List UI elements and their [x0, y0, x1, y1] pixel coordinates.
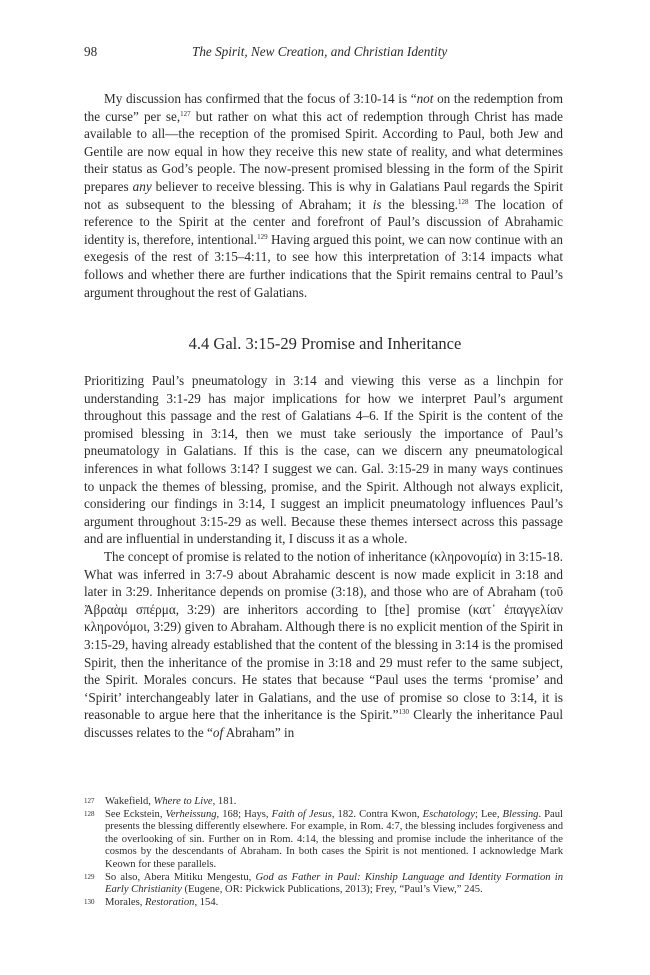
emphasis: Blessing — [502, 808, 539, 820]
text-run: on the redemption from the curse” per se, — [84, 91, 563, 124]
footnote-130 — [84, 897, 563, 910]
footnote-127 — [84, 796, 563, 809]
text-run: Clearly the inheritance Paul discusses relates to the “ — [84, 707, 563, 740]
text-run: , 181. — [212, 796, 237, 807]
footnote-ref-129[interactable]: 129 — [257, 232, 268, 241]
body-paragraph-1 — [84, 90, 563, 301]
paragraph — [84, 548, 563, 742]
footnote-ref-128[interactable]: 128 — [457, 197, 469, 206]
text-run: believer to receive blessing. This is why in Galatians Paul regards the Spirit not as subsequent to the blessing of Abraham; it — [84, 178, 563, 212]
text-run: (Eugene, OR: Pickwick Publications, 2013); Frey, “Paul’s View,” 245. — [181, 884, 483, 896]
emphasis: of — [212, 724, 224, 740]
emphasis: Verheissung — [165, 808, 217, 820]
running-header — [0, 44, 650, 64]
text-run: the blessing. — [381, 196, 458, 212]
footnote-number: 129 — [84, 872, 95, 881]
text-run: The concept of promise is related to the notion of inheritance (κληρονομία) in 3:15-18. What was inferred in 3:7-9 about Abrahamic descent is now made explicit in 3:18 and later in 3:29. Inheritance depends on promise (3:18), and those who are of Abraham (τοῦ Ἀβραὰμ σπέρμα, 3:29) are inheritors according to [the] promise (κατ᾽ ἐπαγγελίαν κληρονόμοι, 3:29) given to Abraham. Although there is no explicit mention of the Spirit in 3:15-29, having already established that the content of the blessing in 3:14 is the promised Spirit, then the inheritance of the promise in 3:18 and 29 must refer to the same subject, the Spirit. Morales concurs. He states that because “Paul uses the terms ‘promise’ and ‘Spirit’ interchangeably later in Galatians, and the use of promise so close to 3:14, it is reasonable to argue here that the inheritance is the Spirit.” — [84, 548, 563, 723]
footnote-ref-127[interactable]: 127 — [180, 109, 191, 118]
section-body — [84, 372, 563, 741]
emphasis: Restoration — [145, 896, 195, 908]
text-run: My discussion has confirmed that the focus of 3:10-14 is “ — [104, 91, 417, 106]
emphasis: not — [416, 91, 434, 106]
emphasis: any — [132, 178, 152, 194]
footnotes — [84, 796, 563, 909]
text-run: , 154. — [194, 896, 219, 908]
emphasis: God as Father in Paul: Kinship Language and Identity Formation in Early Christianity — [105, 871, 564, 896]
footnote-number: 127 — [84, 797, 95, 805]
text-run: . Paul presents the blessing differently elsewhere. For example, in Rom. 4:7, the blessing includes forgiveness and the overlooking of sin. Further on in Rom. 4:14, the blessing and promise include the inheritance of the cosmos by the descendants of Abraham. In both cases the Spirit is not mentioned. I acknowledge Mark Keown for these parallels. — [105, 808, 563, 870]
emphasis: Faith of Jesus — [271, 808, 332, 820]
footnote-ref-130[interactable]: 130 — [398, 708, 410, 717]
emphasis: Eschatology — [422, 808, 475, 820]
text-run: , 168; Hays, — [216, 808, 272, 820]
paragraph — [84, 90, 563, 301]
footnote-number: 130 — [84, 897, 95, 906]
text-run: So also, Abera Mitiku Mengestu, — [105, 871, 256, 883]
text-run: Having argued this point, we can now continue with an exegesis of the rest of 3:15–4:11, to see how this interpretation of 3:14 impacts what follows and whether there are further indications that the Spirit remains central to Paul’s argument throughout the rest of Galatians. — [84, 231, 563, 300]
running-title: The Spirit, New Creation, and Christian Identity — [192, 44, 448, 59]
text-run: See Eckstein, — [105, 808, 166, 820]
text-run: , 182. Contra Kwon, — [331, 808, 423, 820]
footnote-128 — [84, 809, 563, 872]
text-run: Abraham” in — [223, 724, 295, 740]
paragraph: Prioritizing Paul’s pneumatology in 3:14 and viewing this verse as a linchpin for understanding 3:1-29 has major implications for how we interpret Paul’s argument throughout this passage and the rest of Galatians 4–6. If the Spirit is the content of the promised blessing in 3:14, then we must take seriously the importance of Paul’s pneumatology in Galatians. If this is the case, can we discern any pneumatological inferences in what follows 3:14? I suggest we can. Gal. 3:15-29 in many ways continues to unpack the themes of blessing, promise, and the Spirit. Although not always explicit, considering our findings in 3:14, I suggest an implicit pneumatology influences Paul’s argument throughout 3:15-29 as well. Because these themes intersect across this passage and are influential in understanding it, I discuss it as a whole. — [84, 373, 563, 547]
text-run: Morales, — [105, 896, 146, 908]
text-run: but rather on what this act of redemption through Christ has made available to all—the reception of the promised Spirit. According to Paul, both Jew and Gentile are now equal in how they receive this new state of reality, and what determines their status as God’s people. The now-present promised blessing in the form of the Spirit prepares — [84, 108, 563, 194]
emphasis: is — [372, 196, 382, 212]
emphasis: Where to Live — [153, 796, 213, 807]
text-run: The location of reference to the Spirit at the center and forefront of Paul’s discussion of Abrahamic identity is, therefore, intentional. — [84, 196, 563, 247]
section-heading: 4.4 Gal. 3:15-29 Promise and Inheritance — [188, 334, 462, 353]
text-run: ; Lee, — [474, 808, 503, 820]
footnote-number: 128 — [84, 809, 95, 818]
text-run: Wakefield, — [105, 796, 154, 807]
page-number: 98 — [84, 44, 98, 59]
footnote-129 — [84, 872, 563, 897]
